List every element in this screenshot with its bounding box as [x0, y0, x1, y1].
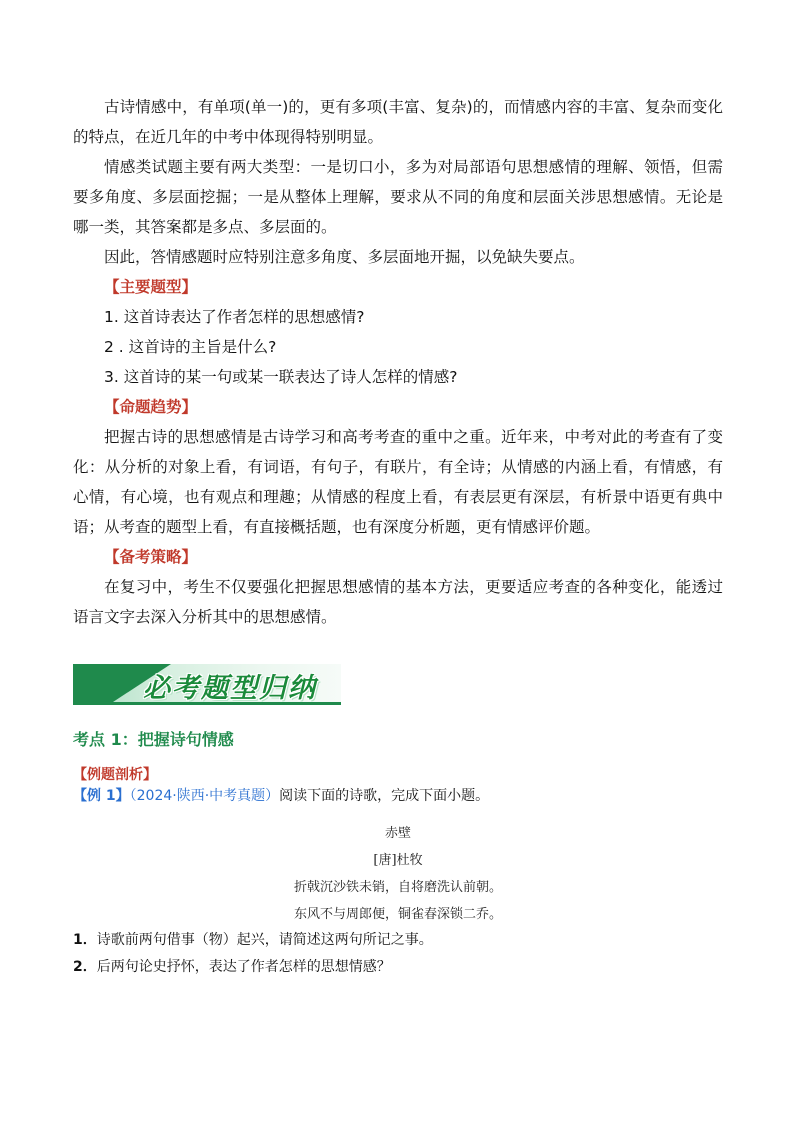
- banner-green-block: [73, 664, 113, 702]
- poem-author: [唐]杜牧: [373, 853, 423, 868]
- kaodian-heading: 考点 1：把握诗句情感: [73, 730, 234, 749]
- type-item-3: 3. 这首诗的某一句或某一联表达了诗人怎样的情感?: [104, 368, 458, 386]
- trend-heading: 【命题趋势】: [104, 398, 198, 416]
- trend-paragraph: 把握古诗的思想感情是古诗学习和高考考查的重中之重。近年来，中考对此的考查有了变化：从分析的对象上看，有词语，有句子，有联片，有全诗；从情感的内涵上看，有情感，有心情，有心境，也有观点和理趣；从情感的程度上看，有表层更有深层，有析景中语更有典中语；从考查的题型上看，有直接概括题，也有深度分析题，更有情感评价题。: [73, 428, 723, 536]
- strategy-paragraph: 在复习中，考生不仅要强化把握思想感情的基本方法，更要适应考查的各种变化，能透过语言文字去深入分析其中的思想感情。: [73, 578, 723, 626]
- poem-title: 赤壁: [384, 826, 411, 841]
- question-1-text: 诗歌前两句借事（物）起兴，请简述这两句所记之事。: [96, 932, 433, 948]
- intro-paragraph-1: 古诗情感中，有单项(单一)的，更有多项(丰富、复杂)的，而情感内容的丰富、复杂而变化的特点，在近几年的中考中体现得特别明显。: [73, 98, 723, 146]
- banner-title: 必考题型归纳: [143, 673, 317, 704]
- example-tag: 【例 1】: [73, 788, 130, 804]
- analysis-heading: 【例题剖析】: [73, 767, 157, 783]
- example-source: （2024·陕西·中考真题）: [129, 788, 280, 804]
- question-1: [73, 930, 433, 950]
- types-heading: 【主要题型】: [104, 278, 198, 296]
- strategy-heading: 【备考策略】: [104, 548, 198, 566]
- poem-line-1: 折戟沉沙铁未销，自将磨洗认前朝。: [293, 880, 502, 895]
- question-2-number: 2．: [73, 959, 97, 975]
- type-item-1: 1. 这首诗表达了作者怎样的思想感情?: [104, 308, 365, 326]
- intro-section: [73, 92, 723, 632]
- type-item-2: 2 . 这首诗的主旨是什么?: [104, 338, 277, 356]
- section-banner: [73, 664, 341, 705]
- question-1-number: 1．: [73, 932, 97, 948]
- example-line: [73, 786, 489, 806]
- question-2: [73, 957, 391, 977]
- intro-paragraph-2: 情感类试题主要有两大类型：一是切口小，多为对局部语句思想感情的理解、领悟，但需要多角度、多层面挖掘；一是从整体上理解，要求从不同的角度和层面关涉思想感情。无论是哪一类，其答案都是多点、多层面的。: [73, 158, 723, 236]
- example-instruction: 阅读下面的诗歌，完成下面小题。: [279, 788, 490, 804]
- poem-line-2: 东风不与周郎便，铜雀春深锁二乔。: [293, 907, 502, 922]
- intro-paragraph-3: 因此，答情感题时应特别注意多角度、多层面地开掘，以免缺失要点。: [104, 248, 585, 266]
- question-2-text: 后两句论史抒怀，表达了作者怎样的思想情感？: [96, 959, 391, 975]
